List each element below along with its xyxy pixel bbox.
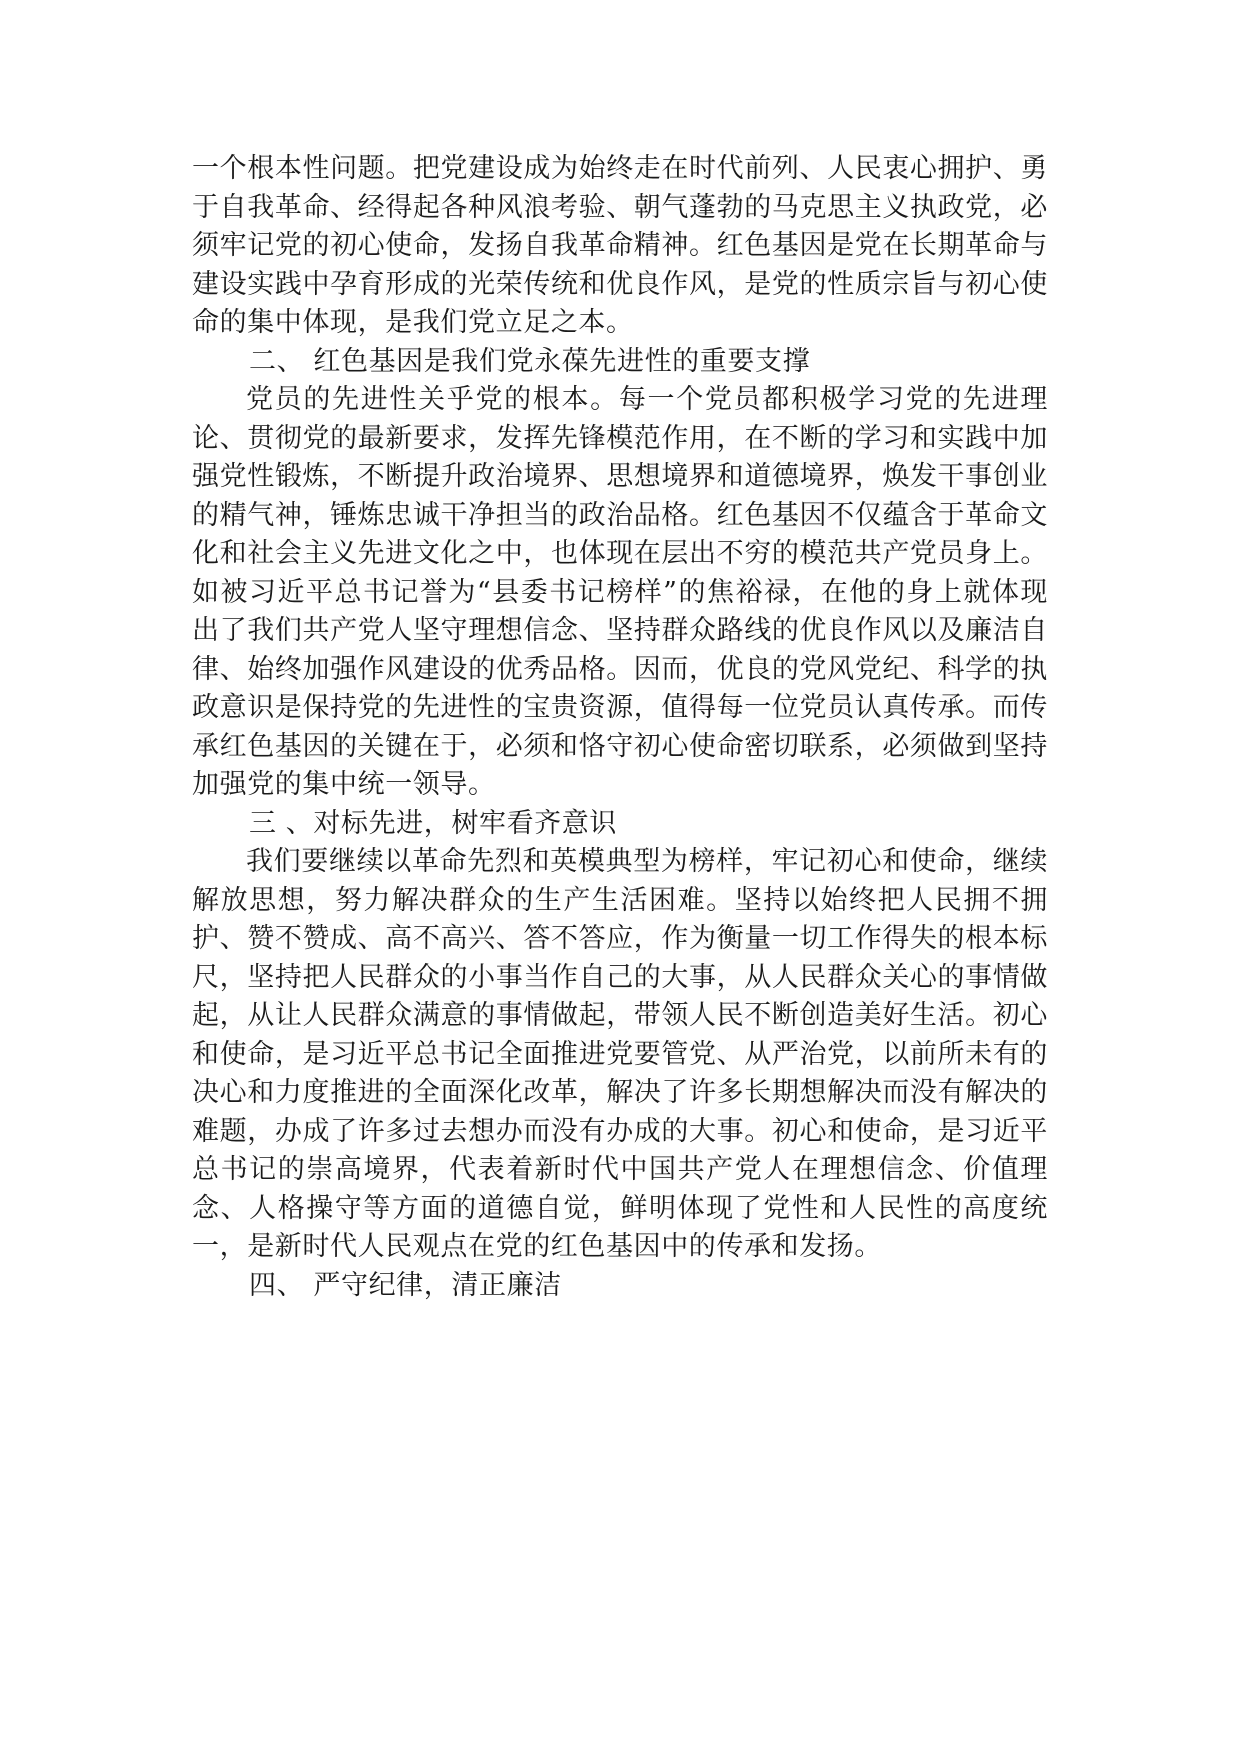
section-heading-4: 四、 严守纪律，清正廉洁	[249, 1269, 562, 1301]
document-body	[192, 150, 1048, 1305]
paragraph-section-3: 我们要继续以革命先烈和英模典型为榜样，牢记初心和使命，继续解放思想，努力解决群众的生产生活困难。坚持以始终把人民拥不拥护、赞不赞成、高不高兴、答不答应，作为衡量一切工作得失的根本标尺，坚持把人民群众的小事当作自己的大事，从人民群众关心的事情做起，从让人民群众满意的事情做起，带领人民不断创造美好生活。初心和使命，是习近平总书记全面推进党要管党、从严治党，以前所未有的决心和力度推进的全面深化改革，解决了许多长期想解决而没有解决的难题，办成了许多过去想办而没有办成的大事。初心和使命，是习近平总书记的崇高境界，代表着新时代中国共产党人在理想信念、价值理念、人格操守等方面的道德自觉，鲜明体现了党性和人民性的高度统一，是新时代人民观点在党的红色基因中的传承和发扬。	[192, 846, 1048, 1262]
paragraph-section-2: 党员的先进性关乎党的根本。每一个党员都积极学习党的先进理论、贯彻党的最新要求，发挥先锋模范作用，在不断的学习和实践中加强党性锻炼，不断提升政治境界、思想境界和道德境界，焕发干事创业的精气神，锤炼忠诚干净担当的政治品格。红色基因不仅蕴含于革命文化和社会主义先进文化之中，也体现在层出不穷的模范共产党员身上。如被习近平总书记誉为“县委书记榜样”的焦裕禄，在他的身上就体现出了我们共产党人坚守理想信念、坚持群众路线的优良作风以及廉洁自律、始终加强作风建设的优秀品格。因而，优良的党风党纪、科学的执政意识是保持党的先进性的宝贵资源，值得每一位党员认真传承。而传承红色基因的关键在于，必须和恪守初心使命密切联系，必须做到坚持加强党的集中统一领导。	[192, 384, 1048, 800]
paragraph-intro-continued: 一个根本性问题。把党建设成为始终走在时代前列、人民衷心拥护、勇于自我革命、经得起各种风浪考验、朝气蓬勃的马克思主义执政党，必须牢记党的初心使命，发扬自我革命精神。红色基因是党在长期革命与建设实践中孕育形成的光荣传统和优良作风，是党的性质宗旨与初心使命的集中体现，是我们党立足之本。	[192, 153, 1048, 338]
section-heading-3: 三 、对标先进，树牢看齐意识	[249, 807, 617, 839]
section-heading-2: 二、 红色基因是我们党永葆先进性的重要支撑	[249, 345, 811, 377]
